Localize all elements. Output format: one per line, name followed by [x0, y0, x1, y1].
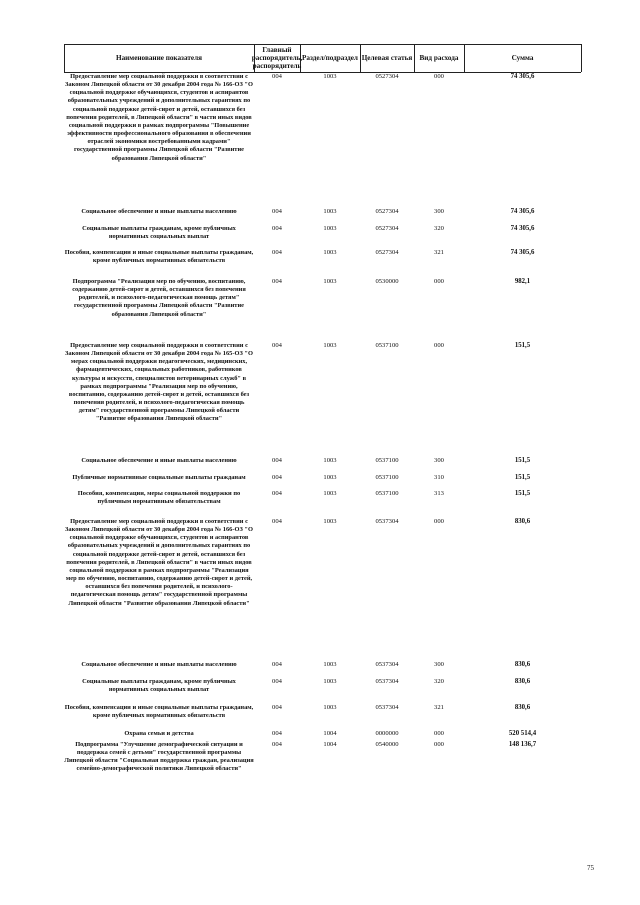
- row-exp-type-code: 000: [434, 278, 444, 285]
- row-amount: 148 136,7: [508, 741, 537, 748]
- row-manager-code: 004: [272, 518, 282, 525]
- row-manager-code: 004: [272, 278, 282, 285]
- row-target-code: 0537100: [375, 490, 399, 497]
- row-exp-type-code: 000: [434, 73, 444, 80]
- row-section-code: 1003: [323, 678, 337, 685]
- row-exp-type-code: 320: [434, 678, 444, 685]
- row-exp-type-code: 300: [434, 661, 444, 668]
- row-target-code: 0537100: [375, 474, 399, 481]
- row-manager-code: 004: [272, 249, 282, 256]
- row-manager-code: 004: [272, 661, 282, 668]
- row-amount: 74 305,6: [510, 225, 535, 232]
- row-amount: 982,1: [514, 278, 531, 285]
- row-name: Подпрограмма "Реализация мер по обучению, воспитанию, содержанию детей-сирот и детей, оставшихся без попечения родителей, и психолого-педагогическая помощь детям" государственной программы Липецкой области "Развитие образования Липецкой области": [72, 278, 246, 318]
- row-section-code: 1003: [323, 661, 337, 668]
- row-target-code: 0537304: [375, 678, 399, 685]
- header-amount: Сумма: [511, 54, 534, 62]
- row-name: Предоставление мер социальной поддержки в соответствии с Законом Липецкой области от 30 декабря 2004 года № 165-ОЗ "О мерах социальной поддержки педагогических, медицинских, фармацевтических, социальных работников, работников культуры и искусств, специалистов ветеринарных служб" в рамках подпрограммы "Реализация мер по обучению, воспитанию, содержанию детей-сирот и детей, оставшихся без попечения родителей, и психолого-педагогическая помощь детям" государственной программы Липецкой области "Развитие образования Липецкой области": [65, 342, 253, 423]
- row-target-code: 0527304: [375, 249, 399, 256]
- row-manager-code: 004: [272, 342, 282, 349]
- row-target-code: 0527304: [375, 73, 399, 80]
- row-name: Социальные выплаты гражданам, кроме публичных нормативных социальных выплат: [82, 678, 236, 694]
- row-manager-code: 004: [272, 208, 282, 215]
- row-name: Социальное обеспечение и иные выплаты населению: [81, 457, 237, 464]
- row-name: Охрана семьи и детства: [124, 730, 194, 737]
- header-divider: [581, 44, 582, 72]
- row-section-code: 1003: [323, 278, 337, 285]
- row-section-code: 1004: [323, 741, 337, 748]
- row-manager-code: 004: [272, 457, 282, 464]
- row-manager-code: 004: [272, 474, 282, 481]
- row-manager-code: 004: [272, 490, 282, 497]
- row-exp-type-code: 321: [434, 249, 444, 256]
- header-section: Раздел/подраздел: [302, 54, 358, 62]
- row-exp-type-code: 310: [434, 474, 444, 481]
- row-name: Предоставление мер социальной поддержки в соответствии с Законом Липецкой области от 30 декабря 2004 года № 166-ОЗ "О социальной поддержке обучающихся, студентов и аспирантов образовательных учреждений и дополнительных гарантиях по социальной поддержке детей-сирот и детей, оставшихся без попечения родителей, в Липецкой области" в части иных видов социальной поддержки в рамках подпрограммы "Реализация мер по обучению, воспитанию, содержанию детей-сирот и детей, оставшихся без попечения родителей, и психолого-педагогическая помощь детям" государственной программы Липецкой области "Развитие образования Липецкой области": [65, 518, 253, 607]
- row-section-code: 1003: [323, 704, 337, 711]
- row-section-code: 1003: [323, 73, 337, 80]
- row-exp-type-code: 000: [434, 342, 444, 349]
- row-manager-code: 004: [272, 741, 282, 748]
- row-name: Пособия, компенсации, меры социальной поддержки по публичным нормативным обязательствам: [77, 490, 241, 506]
- row-target-code: 0537304: [375, 518, 399, 525]
- row-section-code: 1003: [323, 225, 337, 232]
- row-target-code: 0527304: [375, 225, 399, 232]
- row-exp-type-code: 300: [434, 457, 444, 464]
- row-target-code: 0540000: [375, 741, 399, 748]
- header-name: Наименование показателя: [115, 54, 202, 62]
- row-name: Предоставление мер социальной поддержки в соответствии с Законом Липецкой области от 30 декабря 2004 года № 166-ОЗ "О социальной поддержке обучающихся, студентов и аспирантов образовательных учреждений и дополнительных гарантиях по социальной поддержке детей-сирот и детей, оставшихся без попечения родителей, в Липецкой области" в части иных видов социальной поддержки в рамках подпрограммы "Повышение эффективности профессионального образования в обеспечении отраслей экономики востребованными кадрами" государственной программы Липецкой области "Развитие образования Липецкой области": [65, 73, 253, 162]
- row-section-code: 1003: [323, 518, 337, 525]
- row-target-code: 0527304: [375, 208, 399, 215]
- row-exp-type-code: 000: [434, 730, 444, 737]
- row-name: Пособия, компенсации и иные социальные выплаты гражданам, кроме публичных нормативных обязательств: [64, 704, 254, 720]
- row-amount: 830,6: [514, 661, 531, 668]
- row-amount: 830,6: [514, 678, 531, 685]
- row-amount: 74 305,6: [510, 73, 535, 80]
- row-manager-code: 004: [272, 704, 282, 711]
- row-section-code: 1003: [323, 474, 337, 481]
- row-name: Социальное обеспечение и иные выплаты населению: [81, 661, 237, 668]
- row-section-code: 1003: [323, 208, 337, 215]
- row-amount: 151,5: [514, 457, 531, 464]
- row-amount: 74 305,6: [510, 208, 535, 215]
- row-target-code: 0537304: [375, 661, 399, 668]
- row-target-code: 0537100: [375, 457, 399, 464]
- row-manager-code: 004: [272, 730, 282, 737]
- row-section-code: 1003: [323, 342, 337, 349]
- row-section-code: 1004: [323, 730, 337, 737]
- row-target-code: 0000000: [375, 730, 399, 737]
- row-manager-code: 004: [272, 678, 282, 685]
- row-target-code: 0537100: [375, 342, 399, 349]
- row-name: Социальные выплаты гражданам, кроме публичных нормативных социальных выплат: [82, 225, 236, 241]
- row-exp-type-code: 320: [434, 225, 444, 232]
- row-amount: 830,6: [514, 518, 531, 525]
- row-exp-type-code: 313: [434, 490, 444, 497]
- row-amount: 151,5: [514, 474, 531, 481]
- header-exp-type: Вид расхода: [419, 54, 459, 62]
- row-name: Социальное обеспечение и иные выплаты населению: [81, 208, 237, 215]
- row-manager-code: 004: [272, 225, 282, 232]
- row-section-code: 1003: [323, 457, 337, 464]
- page-number: 75: [587, 864, 594, 872]
- row-section-code: 1003: [323, 490, 337, 497]
- row-exp-type-code: 000: [434, 741, 444, 748]
- row-amount: 151,5: [514, 342, 531, 349]
- row-section-code: 1003: [323, 249, 337, 256]
- row-exp-type-code: 300: [434, 208, 444, 215]
- row-name: Подпрограмма "Улучшение демографической ситуации и поддержка семей с детьми" государственной программы Липецкой области "Социальная поддержка граждан, реализация семейно-демографической политики Липецкой области": [64, 741, 254, 773]
- row-name: Пособия, компенсации и иные социальные выплаты гражданам, кроме публичных нормативных обязательств: [64, 249, 254, 265]
- row-amount: 74 305,6: [510, 249, 535, 256]
- row-name: Публичные нормативные социальные выплаты гражданам: [72, 474, 246, 481]
- row-exp-type-code: 321: [434, 704, 444, 711]
- row-amount: 151,5: [514, 490, 531, 497]
- row-target-code: 0537304: [375, 704, 399, 711]
- row-manager-code: 004: [272, 73, 282, 80]
- row-amount: 520 514,4: [508, 730, 537, 737]
- row-exp-type-code: 000: [434, 518, 444, 525]
- row-target-code: 0530000: [375, 278, 399, 285]
- header-manager: Главный распорядитель, распорядитель: [251, 46, 303, 70]
- row-amount: 830,6: [514, 704, 531, 711]
- header-target: Целевая статья: [361, 54, 413, 62]
